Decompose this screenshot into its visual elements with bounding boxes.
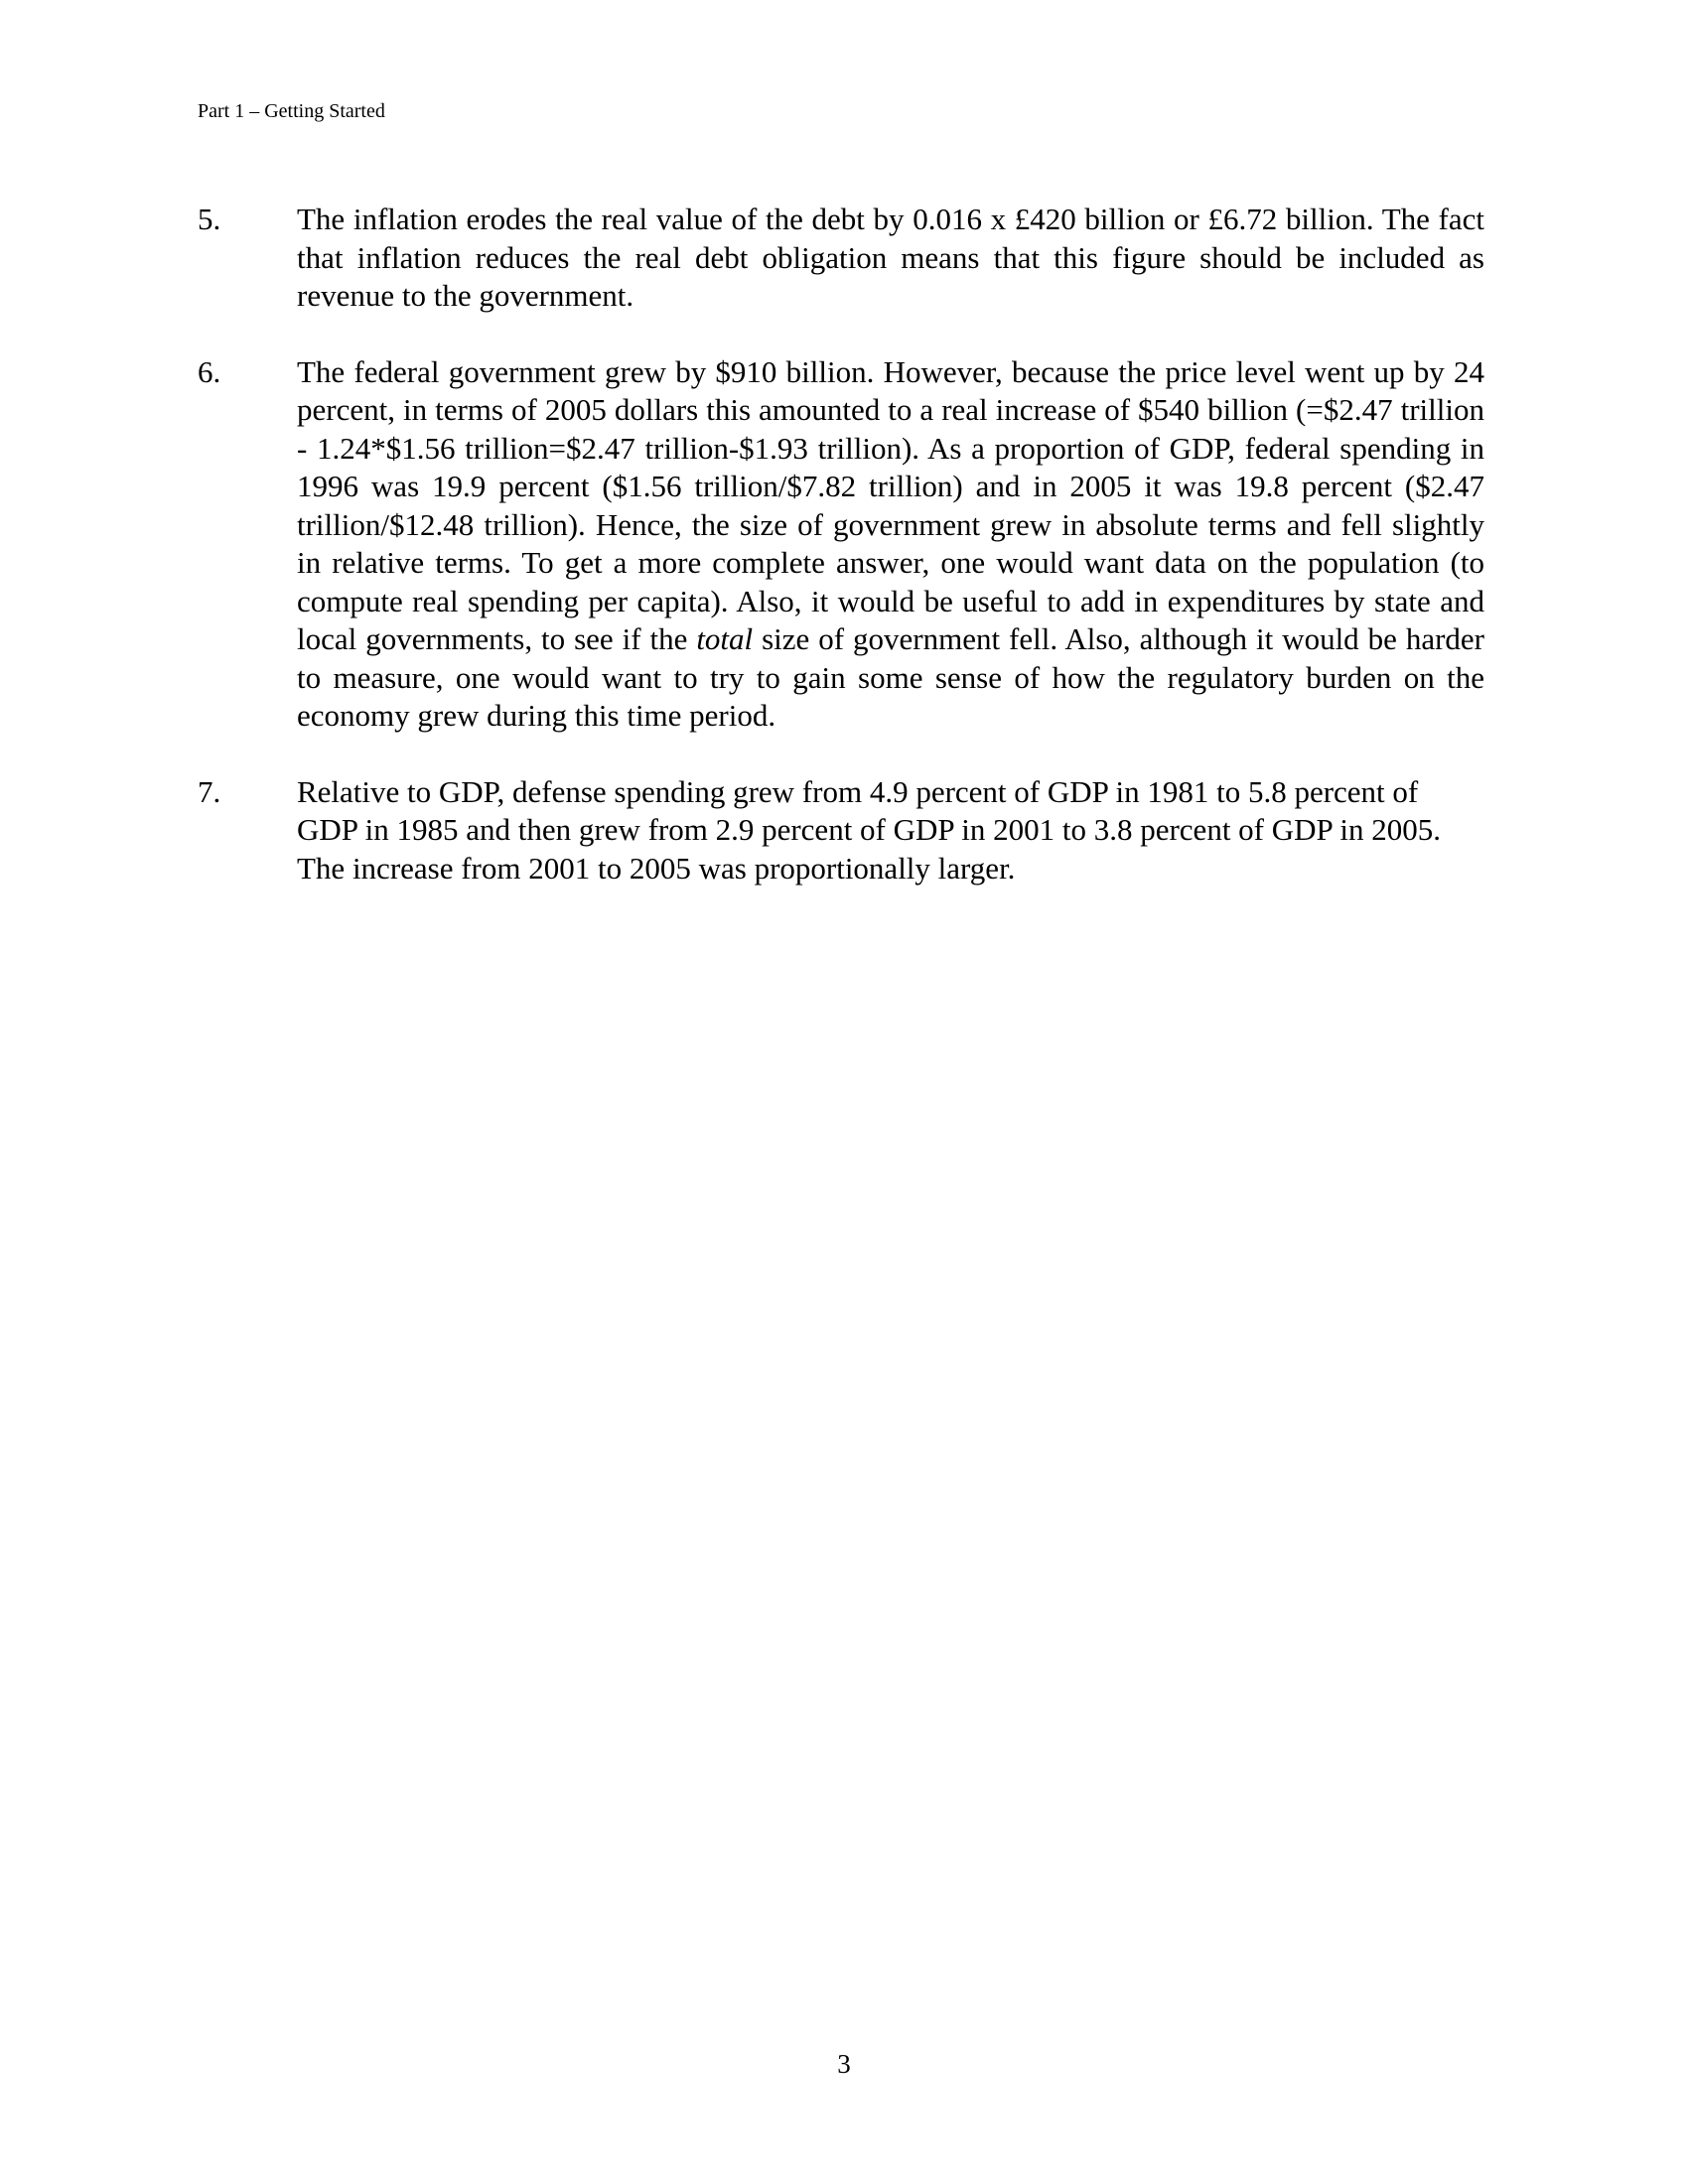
answer-number: 7. bbox=[198, 773, 221, 809]
answer-text: Relative to GDP, defense spending grew from 4.9 percent of GDP in 1981 to 5.8 percent of GDP in 1985 and then grew from 2.9 percent of GDP in 2001 to 3.8 percent of GDP in 2005. The increase from 2001 to 2005 was proportionally larger. bbox=[297, 773, 1441, 886]
answer-item-6 bbox=[198, 353, 1484, 736]
answer-item-5 bbox=[198, 201, 1484, 316]
emphasis-total: total bbox=[696, 621, 754, 656]
answer-text-part-2: size of government fell. Also, although it would be harder to measure, one would want to try to gain some sense of how the regulatory burden on the economy grew during this time period. bbox=[297, 621, 1484, 733]
running-header: Part 1 – Getting Started bbox=[198, 100, 385, 122]
answer-list bbox=[198, 201, 1484, 925]
answer-text-part-1: The federal government grew by $910 billion. However, because the price level went up by 24 percent, in terms of 2005 dollars this amounted to a real increase of $540 billion (=$2.47 trillion - 1.24*$1.56 trillion=$2.47 trillion-$1.93 trillion). As a proportion of GDP, federal spending in 1996 was 19.9 percent ($1.56 trillion/$7.82 trillion) and in 2005 it was 19.8 percent ($2.47 trillion/$12.48 trillion). Hence, the size of government grew in absolute terms and fell slightly in relative terms. To get a more complete answer, one would want data on the population (to compute real spending per capita). Also, it would be useful to add in expenditures by state and local governments, to see if the bbox=[297, 353, 1484, 656]
answer-number: 6. bbox=[198, 353, 221, 389]
answer-item-7 bbox=[198, 773, 1484, 888]
answer-number: 5. bbox=[198, 202, 221, 236]
page-number: 3 bbox=[837, 2049, 851, 2079]
answer-text bbox=[297, 353, 1484, 736]
answer-text: The inflation erodes the real value of the debt by 0.016 x £420 billion or £6.72 billion. The fact that inflation reduces the real debt obligation means that this figure should be included as revenue to the government. bbox=[297, 202, 1484, 313]
